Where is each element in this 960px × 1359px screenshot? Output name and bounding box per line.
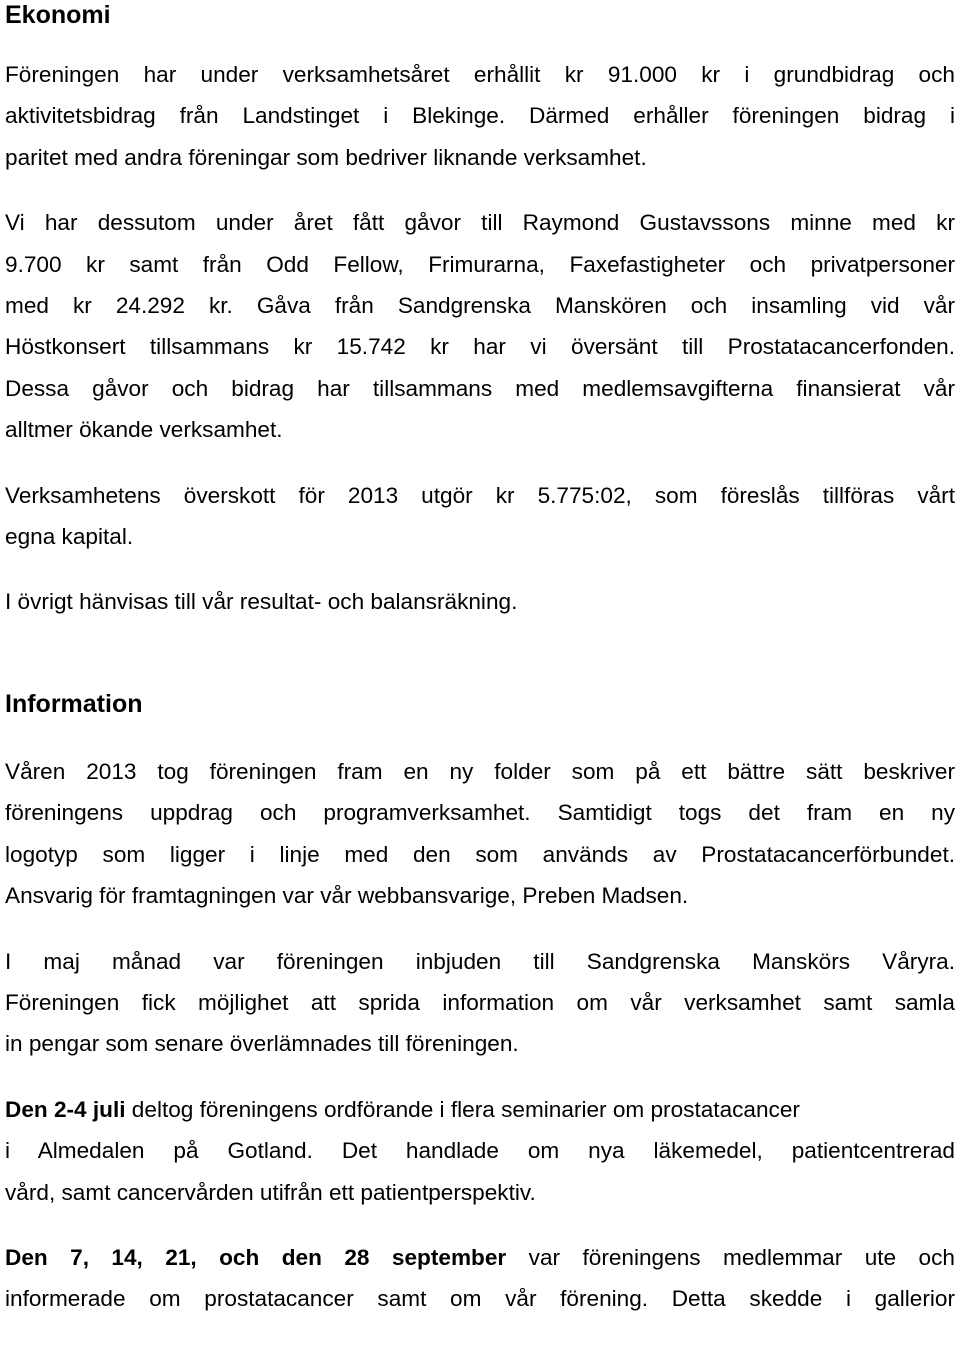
paragraph-folder	[5, 751, 955, 917]
text-line: med kr 24.292 kr. Gåva från Sandgrenska Manskören och insamling vid vår	[5, 293, 955, 319]
document-page	[5, 0, 955, 1320]
text-line	[5, 1089, 955, 1130]
text-line: paritet med andra föreningar som bedriver liknande verksamhet.	[5, 144, 647, 170]
text-line: föreningens uppdrag och programverksamhet. Samtidigt togs det fram en ny	[5, 800, 955, 826]
text-line: Dessa gåvor och bidrag har tillsammans med medlemsavgifterna finansierat vår	[5, 375, 955, 401]
text-line: alltmer ökande verksamhet.	[5, 417, 283, 443]
text-line: Höstkonsert tillsammans kr 15.742 kr har vi översänt till Prostatacancerfonden.	[5, 334, 955, 360]
text-line: logotyp som ligger i linje med den som används av Prostatacancerförbundet.	[5, 841, 955, 867]
date-emphasis: Den 7, 14, 21, och den 28 september	[5, 1244, 507, 1270]
paragraph-overskott	[5, 475, 955, 558]
text-line: informerade om prostatacancer samt om vår förening. Detta skedde i gallerior	[5, 1286, 955, 1312]
text-line: in pengar som senare överlämnades till föreningen.	[5, 1031, 519, 1057]
text-line	[5, 1237, 955, 1278]
text-line: vård, samt cancervården utifrån ett patientperspektiv.	[5, 1179, 536, 1205]
text-line: Vi har dessutom under året fått gåvor till Raymond Gustavssons minne med kr	[5, 210, 955, 236]
paragraph-september	[5, 1237, 955, 1320]
paragraph-grundbidrag	[5, 54, 955, 178]
text-line: I övrigt hänvisas till vår resultat- och balansräkning.	[5, 589, 518, 615]
paragraph-resultat	[5, 581, 955, 622]
text-line: i Almedalen på Gotland. Det handlade om nya läkemedel, patientcentrerad	[5, 1138, 955, 1164]
text-line: Föreningen har under verksamhetsåret erhållit kr 91.000 kr i grundbidrag och	[5, 62, 955, 87]
section-heading-ekonomi: Ekonomi	[5, 1, 111, 29]
text-line: Föreningen fick möjlighet att sprida information om vår verksamhet samt samla	[5, 989, 955, 1015]
text-line: 9.700 kr samt från Odd Fellow, Frimurarna, Faxefastigheter och privatpersoner	[5, 251, 955, 277]
paragraph-varyra	[5, 941, 955, 1065]
date-emphasis: Den 2-4 juli	[5, 1096, 126, 1122]
text-line: Verksamhetens överskott för 2013 utgör kr 5.775:02, som föreslås tillföras vårt	[5, 482, 955, 508]
text-run: var föreningens medlemmar ute och	[506, 1244, 955, 1270]
text-line: Våren 2013 tog föreningen fram en ny folder som på ett bättre sätt beskriver	[5, 758, 955, 784]
text-run: deltog föreningens ordförande i flera seminarier om prostatacancer	[125, 1096, 800, 1122]
paragraph-almedalen	[5, 1089, 955, 1213]
text-line: Ansvarig för framtagningen var vår webbansvarige, Preben Madsen.	[5, 883, 689, 909]
paragraph-gavor	[5, 202, 955, 450]
section-heading-information: Information	[5, 689, 143, 718]
text-line: egna kapital.	[5, 524, 134, 550]
text-line: aktivitetsbidrag från Landstinget i Blekinge. Därmed erhåller föreningen bidrag i	[5, 103, 955, 129]
text-line: I maj månad var föreningen inbjuden till Sandgrenska Manskörs Våryra.	[5, 948, 955, 974]
